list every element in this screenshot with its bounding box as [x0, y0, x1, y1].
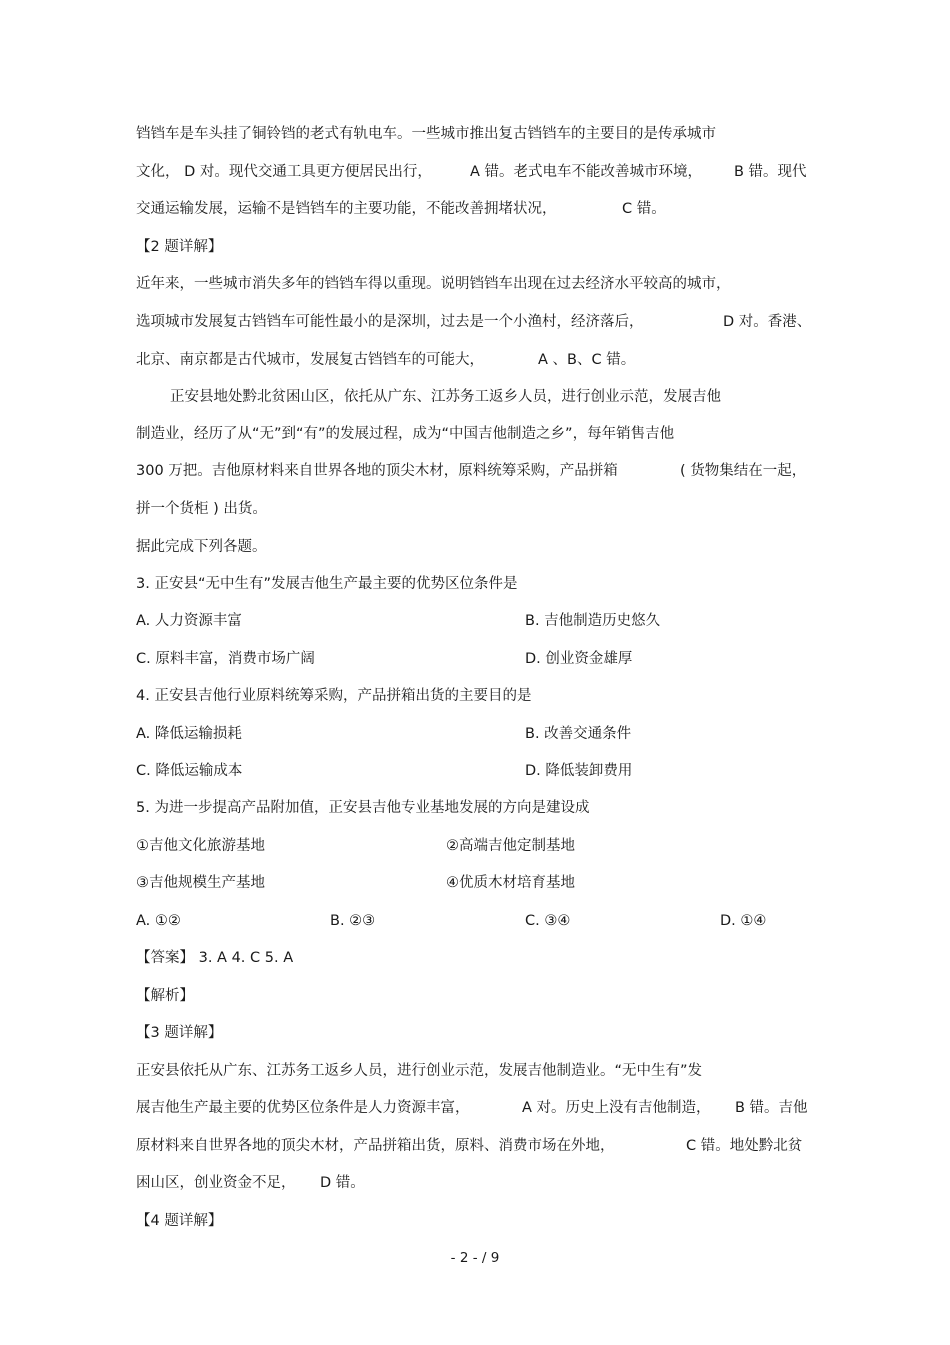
option-b: B. 改善交通条件 [525, 726, 632, 742]
text-segment: ( 货物集结在一起， [680, 463, 807, 479]
question-stem: 5. 为进一步提高产品附加值，正安县吉他专业基地发展的方向是建设成 [136, 800, 590, 816]
text-line: 铛铛车是车头挂了铜铃铛的老式有轨电车。一些城市推出复古铛铛车的主要目的是传承城市 [136, 126, 716, 142]
text-segment: 300 万把。吉他原材料来自世界各地的顶尖木材，原料统筹采购，产品拼箱 [136, 463, 618, 479]
text-segment: A 对。历史上没有吉他制造， [522, 1100, 711, 1116]
question-stem: 4. 正安县吉他行业原料统筹采购，产品拼箱出货的主要目的是 [136, 688, 532, 704]
page-number: - 2 - / 9 [450, 1250, 500, 1266]
option-d: D. ①④ [720, 913, 767, 929]
text-segment: B 错。吉他 [735, 1100, 808, 1116]
text-segment: A 、B、C 错。 [538, 352, 636, 368]
section-heading: 【解析】 [136, 988, 194, 1004]
section-heading: 【4 题详解】 [136, 1213, 223, 1229]
option-d: D. 创业资金雄厚 [525, 651, 633, 667]
text-line: 正安县地处黔北贫困山区，依托从广东、江苏务工返乡人员，进行创业示范，发展吉他 [170, 389, 721, 405]
statement-1: ①吉他文化旅游基地 [136, 838, 265, 854]
text-segment: 北京、南京都是古代城市，发展复古铛铛车的可能大， [136, 352, 484, 368]
section-heading: 【3 题详解】 [136, 1025, 223, 1041]
option-b: B. ②③ [330, 913, 376, 929]
statement-3: ③吉他规模生产基地 [136, 875, 265, 891]
option-c: C. ③④ [525, 913, 571, 929]
option-a: A. 人力资源丰富 [136, 613, 242, 629]
answer-line: 【答案】 3. A 4. C 5. A [136, 950, 294, 966]
option-a: A. 降低运输损耗 [136, 726, 242, 742]
text-segment: C 错。 [622, 201, 666, 217]
option-c: C. 降低运输成本 [136, 763, 243, 779]
question-stem: 3. 正安县“无中生有”发展吉他生产最主要的优势区位条件是 [136, 576, 518, 592]
option-c: C. 原料丰富，消费市场广阔 [136, 651, 315, 667]
option-a: A. ①② [136, 913, 181, 929]
statement-2: ②高端吉他定制基地 [446, 838, 575, 854]
text-segment: 选项城市发展复古铛铛车可能性最小的是深圳，过去是一个小渔村，经济落后， [136, 314, 644, 330]
text-segment: D 对。香港、 [723, 314, 812, 330]
text-segment: 交通运输发展，运输不是铛铛车的主要功能，不能改善拥堵状况， [136, 201, 557, 217]
text-segment: B 错。现代 [734, 164, 807, 180]
text-segment: 困山区，创业资金不足， [136, 1175, 296, 1191]
text-line: 据此完成下列各题。 [136, 539, 267, 555]
text-line: 拼一个货柜 ) 出货。 [136, 501, 267, 517]
text-line: 近年来，一些城市消失多年的铛铛车得以重现。说明铛铛车出现在过去经济水平较高的城市， [136, 276, 731, 292]
text-line: 制造业，经历了从“无”到“有”的发展过程，成为“中国吉他制造之乡”，每年销售吉他 [136, 426, 675, 442]
section-heading: 【2 题详解】 [136, 239, 223, 255]
option-d: D. 降低装卸费用 [525, 763, 633, 779]
text-segment: 原材料来自世界各地的顶尖木材，产品拼箱出货，原料、消费市场在外地， [136, 1138, 615, 1154]
text-segment: 文化， D 对。现代交通工具更方便居民出行， [136, 164, 432, 180]
statement-4: ④优质木材培育基地 [446, 875, 575, 891]
text-segment: D 错。 [320, 1175, 365, 1191]
text-segment: A 错。老式电车不能改善城市环境， [470, 164, 703, 180]
text-line: 正安县依托从广东、江苏务工返乡人员，进行创业示范，发展吉他制造业。“无中生有”发 [136, 1063, 703, 1079]
option-b: B. 吉他制造历史悠久 [525, 613, 661, 629]
text-segment: 展吉他生产最主要的优势区位条件是人力资源丰富， [136, 1100, 470, 1116]
text-segment: C 错。地处黔北贫 [686, 1138, 803, 1154]
